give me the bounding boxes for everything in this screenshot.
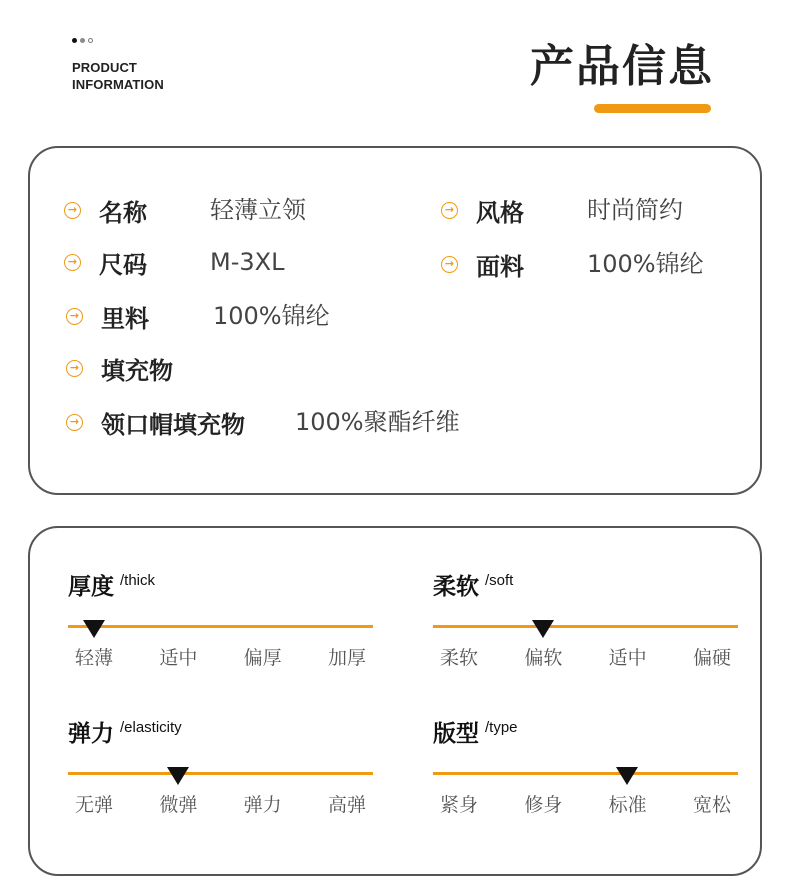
product-info-card [28,146,762,495]
info-label: 里料 [101,304,149,333]
metric-title-text: 柔软 [433,574,479,600]
metric-scale-bar [433,772,738,775]
metric-scale-bar [68,772,373,775]
page-title: 产品信息 [530,41,714,92]
metric-title-text: 厚度 [68,574,114,600]
arrow-circle-icon: → [66,414,83,431]
metric-options [433,790,738,817]
metric-option-label: 适中 [159,647,198,669]
info-row-lining [66,301,149,331]
metric-options [433,643,738,670]
info-row-collar [66,407,245,437]
info-row-fabric [441,249,524,279]
metric-title [68,715,182,748]
dot-outline-icon [88,38,93,43]
scale-marker-icon [167,767,189,785]
metric-title-text: 弹力 [68,721,114,747]
metric-option-label: 紧身 [439,794,478,816]
info-value: M-3XL [210,248,285,276]
metric-option-label: 无弹 [74,794,113,816]
info-value: 时尚简约 [587,196,683,224]
english-heading-line2: INFORMATION [72,77,164,92]
arrow-circle-icon: → [441,256,458,273]
product-metrics-card [28,526,762,876]
metric-option-label: 轻薄 [74,647,113,669]
info-value: 100%锦纶 [213,302,330,330]
english-heading [72,59,164,93]
dot-icon [80,38,85,43]
metric-option-label: 宽松 [692,794,731,816]
metric-subtitle: /elasticity [120,719,182,736]
arrow-circle-icon: → [64,254,81,271]
pagination-dots [72,38,93,43]
arrow-circle-icon: → [64,202,81,219]
metric-title-text: 版型 [433,721,479,747]
info-label: 名称 [99,198,147,227]
scale-marker-icon [83,620,105,638]
scale-marker-icon [616,767,638,785]
info-label: 填充物 [101,356,173,385]
metric-option-label: 柔软 [439,647,478,669]
metric-option-label: 高弹 [327,794,366,816]
metric-title [433,715,518,748]
arrow-circle-icon: → [66,360,83,377]
info-value: 100%锦纶 [587,250,704,278]
metric-scale-bar [433,625,738,628]
info-label: 面料 [476,252,524,281]
metric-option-label: 弹力 [243,794,282,816]
info-row-filling [66,353,173,383]
info-value: 轻薄立领 [210,196,306,224]
metric-title [433,568,513,601]
title-underline [594,104,711,113]
metric-options [68,790,373,817]
info-label: 领口帽填充物 [101,410,245,439]
arrow-circle-icon: → [441,202,458,219]
info-label: 尺码 [99,250,147,279]
english-heading-line1: PRODUCT [72,60,137,75]
metric-option-label: 偏硬 [692,647,731,669]
metric-title [68,568,155,601]
metric-subtitle: /thick [120,572,156,589]
info-row-style [441,195,524,225]
info-label: 风格 [476,198,524,227]
metric-option-label: 微弹 [159,794,198,816]
metric-option-label: 偏厚 [243,647,282,669]
metric-subtitle: /soft [485,572,514,589]
metric-option-label: 适中 [608,647,647,669]
arrow-circle-icon: → [66,308,83,325]
metric-option-label: 标准 [608,794,647,816]
metric-options [68,643,373,670]
scale-marker-icon [532,620,554,638]
metric-option-label: 加厚 [327,647,366,669]
metric-option-label: 修身 [524,794,563,816]
info-row-name [64,195,147,225]
info-row-size [64,247,147,277]
metric-subtitle: /type [485,719,518,736]
info-value: 100%聚酯纤维 [295,408,460,436]
dot-active-icon [72,38,77,43]
metric-option-label: 偏软 [524,647,563,669]
metric-scale-bar [68,625,373,628]
